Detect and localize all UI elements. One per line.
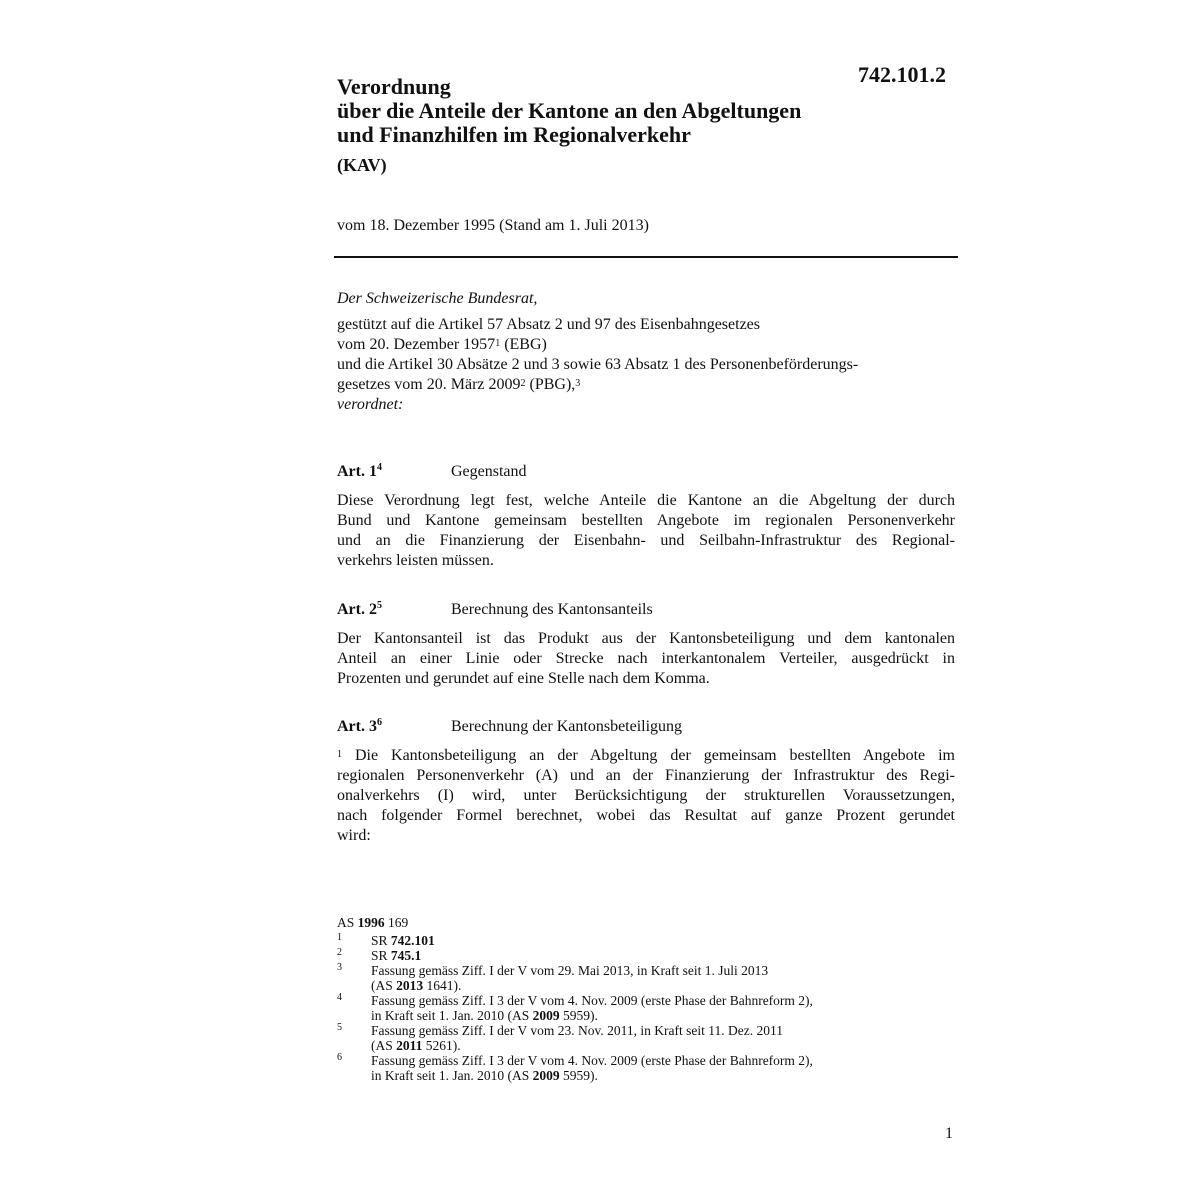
document-title	[337, 75, 801, 147]
footnote-item: 2 SR 745.1	[337, 947, 422, 963]
preamble-line: gestützt auf die Artikel 57 Absatz 2 und 97 des Eisenbahngesetzes	[337, 316, 761, 333]
preamble	[337, 289, 957, 415]
preamble-line: vom 20. Dezember 1957$^1$ (EBG)	[337, 336, 547, 353]
paragraph-number: 1	[337, 749, 342, 760]
date-line: vom 18. Dezember 1995 (Stand am 1. Juli 2013)	[337, 217, 649, 234]
preamble-line: gesetzes vom 20. März 2009$^2$ (PBG),$^3$	[337, 376, 581, 393]
footnotes	[337, 915, 957, 1083]
title-line: über die Anteile der Kantone an den Abgeltungen	[337, 98, 802, 123]
article-1-text: Diese Verordnung legt fest, welche Anteile die Kantone an die Abgeltung der durch Bund und Kantone gemeinsam bestellten Angebote im regionalen Personenverkehr und an die Finanzierung der Eisenbahn- und Seilbahn-Infrastruktur des Regional- verkehrs leisten müssen.	[337, 492, 955, 569]
page-number: 1	[945, 1125, 953, 1142]
footnote-ref[interactable]: 5	[376, 600, 382, 611]
footnote-item: 3 Fassung gemäss Ziff. I der V vom 29. Mai 2013, in Kraft seit 1. Juli 2013 (AS 2013 1641).	[337, 962, 769, 993]
as-reference: AS 1996 169	[337, 915, 409, 930]
title-line: und Finanzhilfen im Regionalverkehr	[337, 122, 691, 147]
sr-number: 742.101.2	[858, 62, 946, 87]
footnote-item: 6 Fassung gemäss Ziff. I 3 der V vom 4. Nov. 2009 (erste Phase der Bahnreform 2), in Kraft seit 1. Jan. 2010 (AS 2009 5959).	[337, 1052, 813, 1083]
footnote-ref[interactable]: 4	[376, 462, 382, 473]
footnote-ref[interactable]: 1	[495, 338, 501, 349]
article-label: Art. $2^5$	[337, 600, 382, 618]
footnote-ref[interactable]: 3	[575, 378, 581, 389]
header-divider	[334, 256, 958, 258]
article-title: Berechnung der Kantonsbeteiligung	[451, 718, 683, 735]
article-3-text: $^1$ Die Kantonsbeteiligung an der Abgeltung der gemeinsam bestellten Angebote im regionalen Personenverkehr (A) und an der Finanzierung der Infrastruktur des Regi- onalverkehrs (I) wird, unter Berücksichtigung der strukturellen Voraussetzungen, nach folgender Formel berechnet, wobei das Resultat auf ganze Prozent gerundet wird:	[337, 747, 955, 844]
footnote-ref[interactable]: 2	[520, 378, 526, 389]
article-3-heading	[337, 718, 682, 736]
title-abbreviation: (KAV)	[337, 155, 387, 175]
article-1-heading	[337, 463, 527, 481]
footnote-item: 4 Fassung gemäss Ziff. I 3 der V vom 4. Nov. 2009 (erste Phase der Bahnreform 2), in Kraft seit 1. Jan. 2010 (AS 2009 5959).	[337, 992, 813, 1023]
preamble-line: und die Artikel 30 Absätze 2 und 3 sowie 63 Absatz 1 des Personenbeförderungs-	[337, 356, 859, 373]
title-line: Verordnung	[337, 74, 451, 99]
footnote-item: 5 Fassung gemäss Ziff. I der V vom 23. Nov. 2011, in Kraft seit 11. Dez. 2011 (AS 2011 5261).	[337, 1022, 783, 1053]
preamble-enacts: verordnet:	[337, 396, 404, 413]
article-2-heading	[337, 601, 653, 619]
preamble-authority: Der Schweizerische Bundesrat,	[337, 290, 538, 307]
article-label: Art. $3^6$	[337, 717, 382, 735]
footnote-item: 1 SR 742.101	[337, 932, 435, 948]
article-label: Art. $1^4$	[337, 462, 382, 480]
article-title: Gegenstand	[451, 463, 527, 480]
article-2-text: Der Kantonsanteil ist das Produkt aus der Kantonsbeteiligung und dem kantonalen Anteil an einer Linie oder Strecke nach interkantonalem Verteiler, ausgedrückt in Prozenten und gerundet auf eine Stelle nach dem Komma.	[337, 630, 955, 687]
footnote-ref[interactable]: 6	[376, 717, 382, 728]
article-title: Berechnung des Kantonsanteils	[451, 601, 653, 618]
